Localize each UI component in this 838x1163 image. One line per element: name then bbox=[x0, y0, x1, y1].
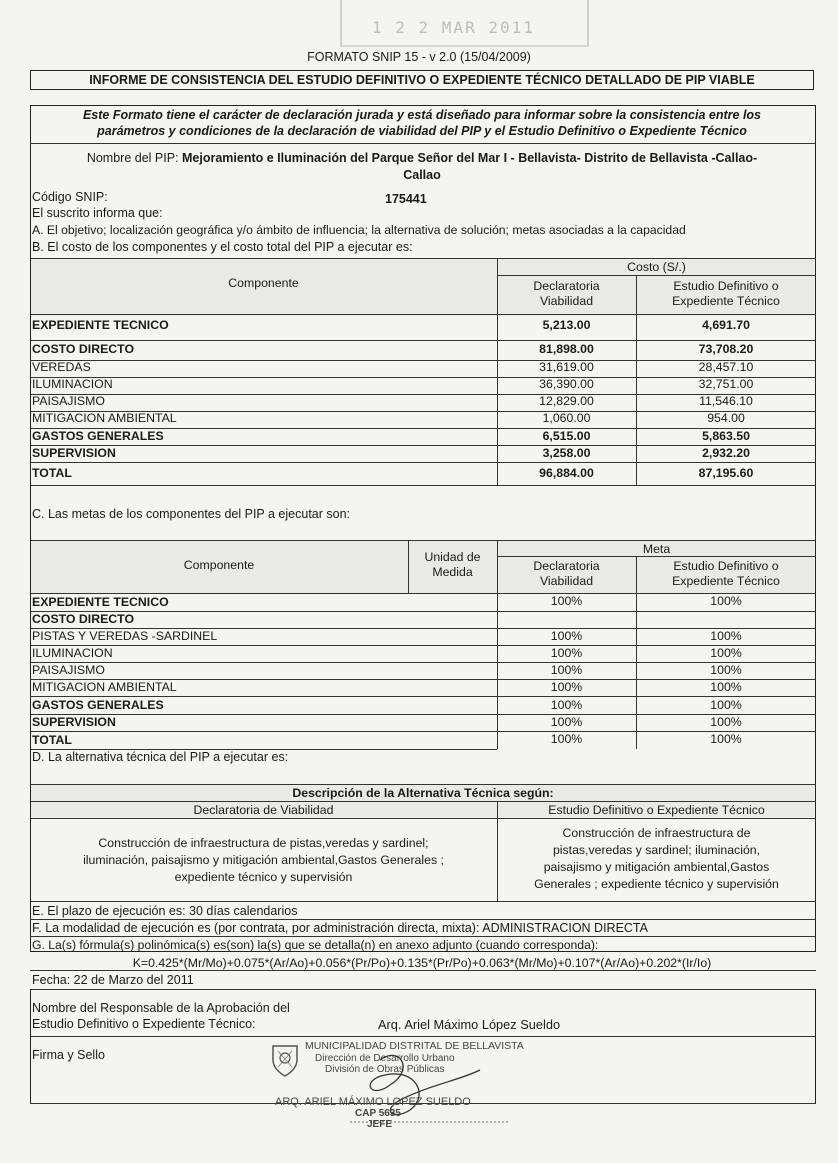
col-header-declaratoria: Declaratoria Viabilidad bbox=[533, 279, 600, 308]
cell-est: 954.00 bbox=[707, 411, 745, 425]
table-row: ILUMINACION bbox=[32, 377, 113, 391]
intro-declaration bbox=[30, 105, 814, 139]
table-row: PAISAJISMO bbox=[32, 394, 105, 408]
cell-decl: 96,884.00 bbox=[539, 466, 594, 480]
signature-scribble bbox=[320, 1040, 520, 1130]
codigo-value: 175441 bbox=[385, 192, 427, 206]
table-row: EXPEDIENTE TECNICO bbox=[32, 595, 169, 609]
item-f: F. La modalidad de ejecución es (por contrata, por administración directa, mixta): ADMINISTRACION DIRECTA bbox=[32, 921, 648, 935]
signature-jefe: JEFE bbox=[367, 1119, 393, 1130]
cell-decl: 100% bbox=[550, 698, 583, 712]
col-header-estudio: Estudio Definitivo o Expediente Técnico bbox=[672, 279, 780, 308]
cell-est: 100% bbox=[710, 732, 742, 746]
table-row: MITIGACION AMBIENTAL bbox=[32, 411, 177, 425]
table-row: SUPERVISION bbox=[32, 715, 116, 729]
table-row: TOTAL bbox=[32, 466, 72, 480]
alternativa-col-estudio: Estudio Definitivo o Expediente Técnico bbox=[548, 803, 765, 817]
polynomial-formula: K=0.425*(Mr/Mo)+0.075*(Ar/Ao)+0.056*(Pr/Po)+0.135*(Pr/Po)+0.063*(Mr/Mo)+0.107*(Ar/Ao)+0.202*(Ir/Io) bbox=[132, 956, 712, 970]
responsable-label-2: Estudio Definitivo o Expediente Técnico: bbox=[32, 1017, 256, 1031]
table-row: COSTO DIRECTO bbox=[32, 342, 135, 356]
cell-decl: 5,213.00 bbox=[542, 318, 591, 332]
pip-name-block bbox=[30, 150, 814, 184]
metas-col-unidad: Unidad de Medida bbox=[424, 550, 481, 579]
cell-est: 87,195.60 bbox=[698, 466, 754, 480]
cell-est: 100% bbox=[710, 680, 742, 694]
cell-est: 100% bbox=[710, 646, 742, 660]
metas-col-declaratoria: Declaratoria Viabilidad bbox=[533, 559, 600, 588]
pip-name-value-2: Callao bbox=[403, 168, 441, 182]
cell-est: 100% bbox=[710, 698, 742, 712]
alternativa-header: Descripción de la Alternativa Técnica según: bbox=[292, 786, 554, 800]
cell-decl: 36,390.00 bbox=[539, 377, 594, 391]
metas-col-meta: Meta bbox=[642, 542, 671, 556]
intro-line-2: parámetros y condiciones de la declaración de viabilidad del PIP y el Estudio Definitivo o Expediente Técnico bbox=[97, 124, 747, 138]
cell-decl: 100% bbox=[550, 629, 583, 643]
seal-line-2: Dirección de Desarrollo Urbano bbox=[315, 1053, 455, 1064]
pip-name-value: Mejoramiento e Iluminación del Parque Señor del Mar I - Bellavista- Distrito de Bellavista -Callao- bbox=[182, 151, 758, 165]
cell-decl: 3,258.00 bbox=[542, 446, 591, 460]
cell-decl: 100% bbox=[550, 732, 583, 746]
cell-decl: 81,898.00 bbox=[539, 342, 594, 356]
table-row: PAISAJISMO bbox=[32, 663, 105, 677]
table-row: GASTOS GENERALES bbox=[32, 429, 164, 443]
table-row: VEREDAS bbox=[32, 360, 91, 374]
signature-cap: CAP 5635 bbox=[355, 1108, 401, 1119]
document-title: INFORME DE CONSISTENCIA DEL ESTUDIO DEFINITIVO O EXPEDIENTE TÉCNICO DETALLADO DE PIP VIABLE bbox=[30, 70, 814, 90]
responsable-name: Arq. Ariel Máximo López Sueldo bbox=[378, 1017, 561, 1032]
item-a: A. El objetivo; localización geográfica y/o ámbito de influencia; la alternativa de solución; metas asociadas a la capacidad bbox=[32, 223, 686, 237]
item-b: B. El costo de los componentes y el costo total del PIP a ejecutar es: bbox=[32, 240, 413, 254]
cell-decl: 6,515.00 bbox=[542, 429, 591, 443]
table-row: PISTAS Y VEREDAS -SARDINEL bbox=[32, 629, 218, 643]
pip-name-label: Nombre del PIP: bbox=[86, 151, 179, 165]
col-header-componente: Componente bbox=[228, 276, 299, 290]
cell-est: 5,863.50 bbox=[702, 429, 750, 443]
metas-col-componente: Componente bbox=[183, 558, 255, 572]
received-stamp-date: 1 2 2 MAR 2011 bbox=[372, 18, 535, 37]
coat-of-arms-icon bbox=[270, 1042, 300, 1078]
table-row: EXPEDIENTE TECNICO bbox=[32, 318, 169, 332]
fecha: Fecha: 22 de Marzo del 2011 bbox=[32, 973, 194, 987]
table-row: SUPERVISION bbox=[32, 446, 116, 460]
cell-est: 100% bbox=[710, 629, 742, 643]
informa-text: El suscrito informa que: bbox=[32, 206, 163, 220]
item-d: D. La alternativa técnica del PIP a ejecutar es: bbox=[32, 750, 289, 764]
item-c: C. Las metas de los componentes del PIP a ejecutar son: bbox=[32, 507, 351, 521]
cell-est: 28,457.10 bbox=[698, 360, 754, 374]
cell-decl: 1,060.00 bbox=[542, 411, 591, 425]
cell-decl: 12,829.00 bbox=[539, 394, 594, 408]
seal-line-3: División de Obras Públicas bbox=[325, 1064, 445, 1075]
cell-decl: 100% bbox=[550, 663, 583, 677]
intro-line-1: Este Formato tiene el carácter de declaración jurada y está diseñado para informar sobre la consistencia entre los bbox=[82, 108, 762, 122]
cell-decl: 100% bbox=[550, 680, 583, 694]
item-e: E. El plazo de ejecución es: 30 días calendarios bbox=[32, 904, 298, 918]
codigo-label: Código SNIP: bbox=[32, 190, 108, 204]
table-row: COSTO DIRECTO bbox=[32, 612, 135, 626]
table-row: MITIGACION AMBIENTAL bbox=[32, 680, 177, 694]
alternativa-est-text: Construcción de infraestructura de pistas,veredas y sardinel; iluminación, paisajismo y mitigación ambiental,Gastos Generales ; expediente técnico y supervisión bbox=[534, 826, 779, 891]
cell-est: 32,751.00 bbox=[698, 377, 754, 391]
table-row: ILUMINACION bbox=[32, 646, 113, 660]
table-row: TOTAL bbox=[32, 733, 72, 747]
responsable-label-1: Nombre del Responsable de la Aprobación del bbox=[32, 1001, 290, 1015]
table-row: GASTOS GENERALES bbox=[32, 698, 164, 712]
cell-est: 11,546.10 bbox=[699, 394, 753, 408]
col-header-costo: Costo (S/.) bbox=[627, 260, 686, 274]
cell-est: 73,708.20 bbox=[698, 342, 754, 356]
cell-est: 100% bbox=[710, 594, 742, 608]
cell-est: 100% bbox=[710, 715, 742, 729]
cell-decl: 100% bbox=[550, 594, 583, 608]
cell-est: 2,932.20 bbox=[702, 446, 750, 460]
municipal-seal bbox=[270, 1042, 300, 1083]
metas-col-estudio: Estudio Definitivo o Expediente Técnico bbox=[672, 559, 780, 588]
cell-est: 100% bbox=[710, 663, 742, 677]
cell-decl: 31,619.00 bbox=[539, 360, 594, 374]
alternativa-col-declaratoria: Declaratoria de Viabilidad bbox=[193, 803, 334, 817]
item-g: G. La(s) fórmula(s) polinómica(s) es(son) la(s) que se detalla(n) en anexo adjunto (cuando corresponda): bbox=[32, 938, 599, 952]
signature-name: ARQ. ARIEL MÁXIMO LOPEZ SUELDO bbox=[275, 1096, 471, 1108]
cell-decl: 100% bbox=[550, 715, 583, 729]
received-stamp bbox=[340, 0, 589, 47]
cell-est: 4,691.70 bbox=[702, 318, 750, 332]
divider bbox=[30, 143, 816, 144]
cell-decl: 100% bbox=[550, 646, 583, 660]
seal-line-1: MUNICIPALIDAD DISTRITAL DE BELLAVISTA bbox=[305, 1040, 524, 1052]
alternativa-decl-text: Construcción de infraestructura de pistas,veredas y sardinel; iluminación, paisajismo y mitigación ambiental,Gastos Generales ; expediente técnico y supervisión bbox=[83, 836, 444, 884]
format-line: FORMATO SNIP 15 - v 2.0 (15/04/2009) bbox=[307, 50, 531, 64]
firma-label: Firma y Sello bbox=[32, 1048, 105, 1062]
